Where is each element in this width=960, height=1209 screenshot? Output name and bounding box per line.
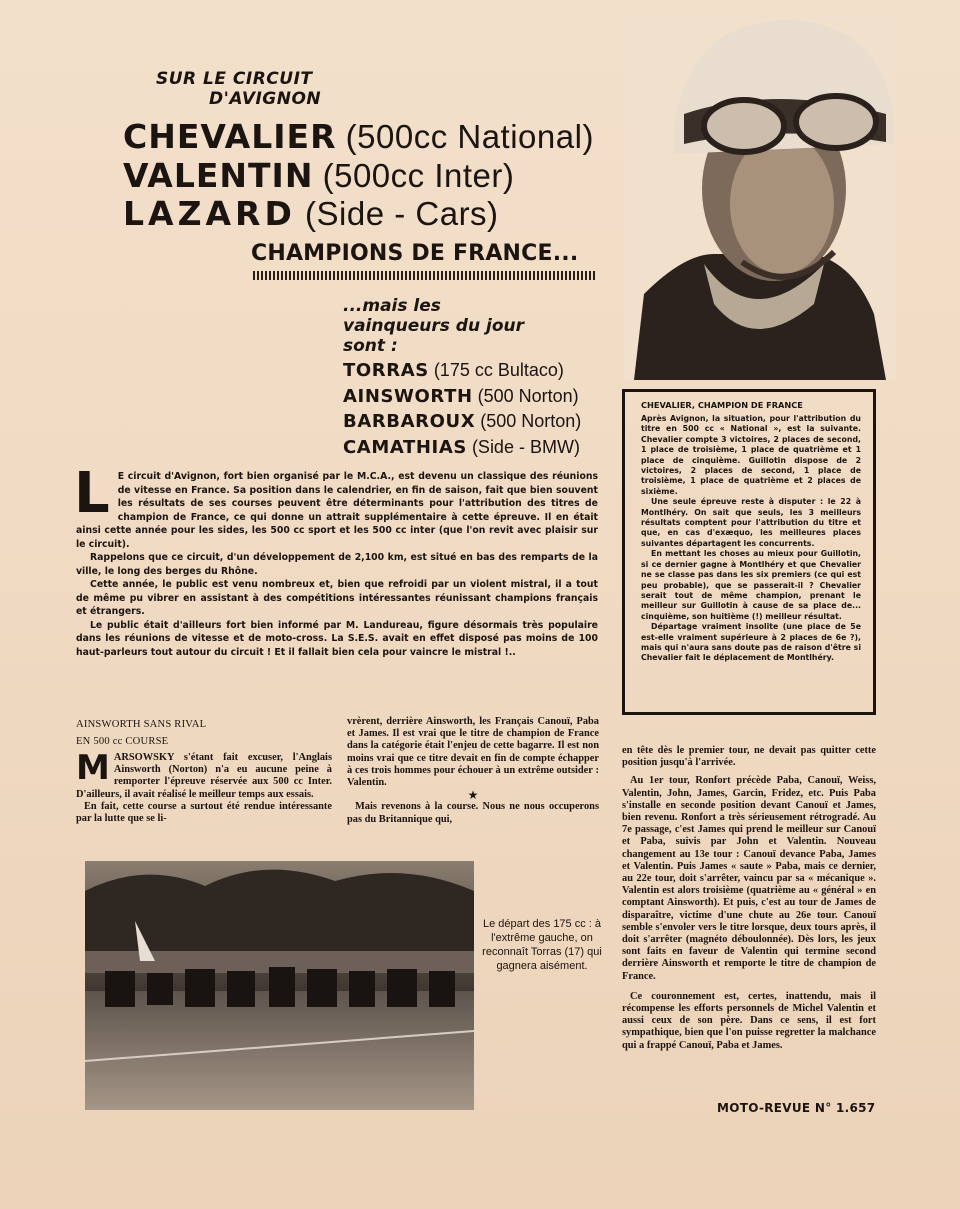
article-column-2 (347, 716, 599, 826)
winner-detail: (175 cc Bultaco) (433, 360, 564, 380)
column-paragraph: en tête dès le premier tour, ne devait pas quitter cette position jusqu'à l'arrivée. (622, 745, 876, 769)
winner-name: TORRAS (343, 360, 429, 381)
subhead-line-2: vainqueurs du jour (343, 316, 524, 336)
headline-name: LAZARD (123, 194, 296, 233)
hatch-rule (253, 271, 596, 280)
headline-name: VALENTIN (123, 156, 314, 195)
sidebar-paragraph: Après Avignon, la situation, pour l'attribution du titre en 500 cc « National », est la suivante. Chevalier compte 3 victoires, 2 places de second, 1 place de troisième, 1 place de quatrième et 1 place de cinquième. Guillotin dispose de 2 victoires, 2 places de second, 1 place de troisième, 1 place de quatrième et 2 places de sixième. (641, 414, 861, 496)
headline-detail: (500cc National) (345, 118, 594, 155)
column-paragraph: vrèrent, derrière Ainsworth, les Français Canouï, Paba et James. Il est vrai que le titre de champion de France dans la catégorie était l'enjeu de cette bagarre. Il est non moins vrai que ce titre devait en fin de compte échapper à ces trois hommes pour échouer à un extrême outsider : Valentin. (347, 716, 599, 789)
race-start-illustration (85, 861, 474, 1110)
headline-detail: (500cc Inter) (322, 157, 515, 194)
headline-name: CHEVALIER (123, 117, 337, 156)
section-dropcap: M (76, 748, 110, 788)
race-start-photo (85, 861, 474, 1110)
star-separator: ★ (467, 788, 479, 803)
subhead-line-3: sont : (343, 336, 398, 356)
winner-row (343, 435, 581, 461)
rider-portrait-illustration (624, 14, 896, 380)
headline-detail: (Side - Cars) (305, 195, 499, 232)
sidebar-title: CHEVALIER, CHAMPION DE FRANCE (641, 400, 803, 410)
winner-detail: (500 Norton) (477, 385, 579, 406)
page-footer: MOTO-REVUE N° 1.657 (717, 1101, 876, 1115)
headline-line-2 (123, 156, 514, 196)
champions-heading: CHAMPIONS DE FRANCE... (251, 241, 579, 266)
intro-paragraph: Le public était d'ailleurs fort bien informé par M. Landureau, figure désormais très populaire dans les réunions de vitesse et de moto-cross. La S.E.S. avait en effet disposé pas moins de 100 haut-parleurs tout autour du circuit ! Et il fallait bien cela pour vaincre le mistral !.. (76, 619, 598, 658)
column-paragraph: Ce couronnement est, certes, inattendu, mais il récompense les efforts personnels de Michel Valentin et aussi ceux de son père. Dans ce sens, il est fort sympathique, bien que l'on puisse regretter la malchance qui a frappé Canouï, Paba et James. (622, 990, 876, 1051)
subhead-line-1: ...mais les (343, 296, 441, 316)
sidebar-paragraph: En mettant les choses au mieux pour Guillotin, si ce dernier gagne à Montlhéry et que Chevalier ne se classe pas dans les six premiers (ce qui est peu probable), que se passerait-il ? Chevalier serait tout de même champion, prenant le meilleur sur Guillotin à cause de sa place de... cinquième, son huitième (!) meilleur résultat. (641, 549, 861, 621)
winner-name: CAMATHIAS (343, 436, 467, 458)
column-paragraph: Mais revenons à la course. Nous ne nous occuperons pas du Britannique qui, (347, 801, 599, 825)
intro-paragraph: Rappelons que ce circuit, d'un développement de 2,100 km, est situé en bas des remparts de la ville, le long des berges du Rhône. (76, 552, 598, 577)
kicker-line-1: SUR LE CIRCUIT (156, 69, 313, 89)
intro-text (74, 461, 598, 659)
column-paragraph: En fait, cette course a surtout été rendue intéressante par la lutte que se li- (76, 800, 332, 825)
winners-list (343, 358, 581, 460)
intro-paragraph: Cette année, le public est venu nombreux et, bien que refroidi par un violent mistral, il a tout de même pu vibrer en assistant à des compétitions intéressantes réunissant champions français et étrangers. (76, 579, 598, 617)
sidebar-paragraph: Une seule épreuve reste à disputer : le 22 à Montlhéry. On sait que seuls, les 3 meilleurs résultats comptent pour l'attribution du titre et que, en cas d'exæquo, les meilleures places suivantes départagent les concurrents. (641, 497, 861, 548)
article-column-3 (622, 745, 876, 1052)
article-column-1 (76, 716, 332, 825)
winner-row (343, 358, 581, 384)
photo-caption: Le départ des 175 cc : à l'extrême gauche, on reconnaît Torras (17) qui gagnera aisément. (482, 918, 602, 972)
winner-name: BARBAROUX (343, 411, 476, 432)
sidebar-box (622, 389, 876, 715)
headline-line-3 (123, 194, 499, 234)
winner-row (343, 384, 581, 410)
column-paragraph: Au 1er tour, Ronfort précède Paba, Canouï, Weiss, Valentin, John, James, Garcin, Fridez, etc. Puis Paba s'installe en seconde position devant Canouï et James, bien revenu. Ronfort a très sérieusement rétrogradé. Au 7e passage, c'est James qui prend le meilleur sur Canouï et Paba, suivis par John et Valentin. Nouveau changement au 13e tour : Canouï devance Paba, James et Valentin. Puis James « saute » Paba, mais ce dernier, au 22e tour, doit s'arrêter, vaincu par sa « mécanique ». Valentin est alors troisième (quatrième au « général » en comptant Ainsworth). Et puis, c'est au tour de James de disparaître, victime d'une chute au 26e tour. Canouï semble s'envoler vers le titre lorsque, deux tours après, il doit s'arrêter (magnéto déboulonnée). Dès lors, les jeux sont faits en faveur de Valentin qui termine second derrière Ainsworth et remporte le titre de champion de France. (622, 775, 876, 982)
winner-row (343, 409, 581, 435)
section-heading-1: AINSWORTH SANS RIVAL (76, 719, 207, 730)
winner-detail: (Side - BMW) (471, 436, 580, 457)
winner-detail: (500 Norton) (480, 411, 582, 431)
headline-line-1 (123, 117, 594, 157)
intro-paragraph: E circuit d'Avignon, fort bien organisé par le M.C.A., est devenu un classique des réunions de vitesse en France. Sa position dans le calendrier, en fin de saison, fait que bien souvent les résultats de ses courses peuvent être déterminants pour l'attribution des titres de champion de France, ce qui donne un attrait supplémentaire à cette épreuve. Il en était ainsi cette année pour les sides, les 500 cc sport et les 500 cc inter (que l'on revit avec plaisir sur le circuit). (76, 471, 598, 550)
column-paragraph: ARSOWSKY s'étant fait excuser, l'Anglais Ainsworth (Norton) n'a eu aucune peine à remporter l'épreuve réservée aux 500 cc Inter. D'ailleurs, il avait réalisé le meilleur temps aux essais. (76, 752, 332, 800)
kicker-line-2: D'AVIGNON (209, 89, 322, 109)
sidebar-paragraph: Départage vraiment insolite (une place de 5e est-elle vraiment supérieure à 2 places de 6e ?), mais qui n'aura sans doute pas de raison d'être si Chevalier fait le déplacement de Montlhéry. (641, 622, 861, 663)
section-heading-2: EN 500 cc COURSE (76, 736, 169, 747)
intro-dropcap: L (74, 461, 110, 526)
winner-name: AINSWORTH (343, 385, 473, 407)
portrait-photo (624, 14, 896, 380)
